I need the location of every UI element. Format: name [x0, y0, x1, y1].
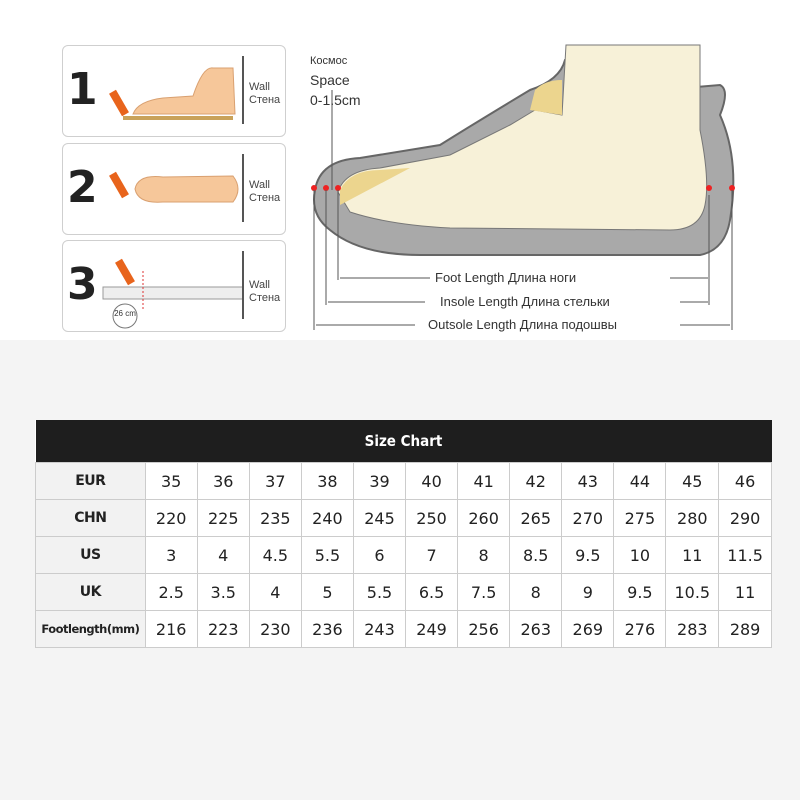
- size-cell: 9: [562, 574, 614, 611]
- size-cell: 42: [510, 463, 562, 500]
- size-cell: 8: [510, 574, 562, 611]
- size-cell: 230: [249, 611, 301, 648]
- size-cell: 36: [197, 463, 249, 500]
- size-cell: 3.5: [197, 574, 249, 611]
- wall-label-ru: Стена: [249, 292, 281, 304]
- size-cell: 40: [406, 463, 458, 500]
- size-cell: 11.5: [719, 537, 772, 574]
- size-cell: 10.5: [666, 574, 719, 611]
- size-cell: 236: [301, 611, 353, 648]
- size-cell: 276: [614, 611, 666, 648]
- size-cell: 3: [145, 537, 197, 574]
- row-header: UK: [36, 574, 146, 611]
- size-chart-table: [35, 420, 772, 648]
- size-cell: 9.5: [562, 537, 614, 574]
- size-cell: 235: [249, 500, 301, 537]
- size-cell: 35: [145, 463, 197, 500]
- ruler-label: 26 cm: [114, 309, 136, 318]
- size-cell: 37: [249, 463, 301, 500]
- size-cell: 263: [510, 611, 562, 648]
- size-cell: 243: [353, 611, 405, 648]
- table-row: [36, 463, 772, 500]
- space-label-en: Space: [310, 72, 350, 88]
- size-cell: 11: [666, 537, 719, 574]
- size-cell: 256: [458, 611, 510, 648]
- size-chart-title: Size Chart: [36, 420, 772, 463]
- size-cell: 8.5: [510, 537, 562, 574]
- size-cell: 6: [353, 537, 405, 574]
- outsole-length-label: Outsole Length Длина подошвы: [428, 317, 617, 332]
- table-row: [36, 574, 772, 611]
- size-cell: 9.5: [614, 574, 666, 611]
- table-row: [36, 611, 772, 648]
- size-cell: 260: [458, 500, 510, 537]
- size-cell: 290: [719, 500, 772, 537]
- size-cell: 5.5: [353, 574, 405, 611]
- size-cell: 5: [301, 574, 353, 611]
- wall-label-ru: Стена: [249, 192, 281, 204]
- step-1-panel: [62, 45, 286, 137]
- size-cell: 7.5: [458, 574, 510, 611]
- size-cell: 265: [510, 500, 562, 537]
- step-3-panel: [62, 240, 286, 332]
- size-cell: 4: [197, 537, 249, 574]
- size-cell: 283: [666, 611, 719, 648]
- size-cell: 4: [249, 574, 301, 611]
- size-cell: 4.5: [249, 537, 301, 574]
- wall-label-ru: Стена: [249, 94, 281, 106]
- size-cell: 10: [614, 537, 666, 574]
- row-header: CHN: [36, 500, 146, 537]
- insole-length-label: Insole Length Длина стельки: [440, 294, 610, 309]
- size-cell: 223: [197, 611, 249, 648]
- row-header: Footlength(mm): [36, 611, 146, 648]
- size-cell: 249: [406, 611, 458, 648]
- wall-label-en: Wall: [249, 279, 270, 291]
- table-row: [36, 500, 772, 537]
- step-number: 1: [67, 64, 98, 115]
- size-cell: 8: [458, 537, 510, 574]
- size-cell: 240: [301, 500, 353, 537]
- size-cell: 270: [562, 500, 614, 537]
- size-cell: 39: [353, 463, 405, 500]
- foot-length-label: Foot Length Длина ноги: [435, 270, 577, 285]
- size-cell: 43: [562, 463, 614, 500]
- size-cell: 269: [562, 611, 614, 648]
- row-header: EUR: [36, 463, 146, 500]
- wall-label-en: Wall: [249, 81, 270, 93]
- wall-label-en: Wall: [249, 179, 270, 191]
- space-label-ru: Космос: [310, 55, 348, 67]
- size-cell: 46: [719, 463, 772, 500]
- measurement-guide: [0, 0, 800, 340]
- size-cell: 45: [666, 463, 719, 500]
- size-cell: 41: [458, 463, 510, 500]
- size-cell: 250: [406, 500, 458, 537]
- size-cell: 275: [614, 500, 666, 537]
- space-value: 0-1.5cm: [310, 92, 361, 108]
- size-cell: 38: [301, 463, 353, 500]
- size-cell: 289: [719, 611, 772, 648]
- size-cell: 7: [406, 537, 458, 574]
- size-cell: 280: [666, 500, 719, 537]
- size-cell: 225: [197, 500, 249, 537]
- size-cell: 6.5: [406, 574, 458, 611]
- size-cell: 216: [145, 611, 197, 648]
- table-row: [36, 537, 772, 574]
- size-cell: 5.5: [301, 537, 353, 574]
- size-cell: 44: [614, 463, 666, 500]
- size-cell: 245: [353, 500, 405, 537]
- step-2-panel: [62, 143, 286, 235]
- size-cell: 11: [719, 574, 772, 611]
- step-number: 3: [67, 259, 98, 310]
- step-number: 2: [67, 162, 98, 213]
- size-cell: 220: [145, 500, 197, 537]
- size-cell: 2.5: [145, 574, 197, 611]
- row-header: US: [36, 537, 146, 574]
